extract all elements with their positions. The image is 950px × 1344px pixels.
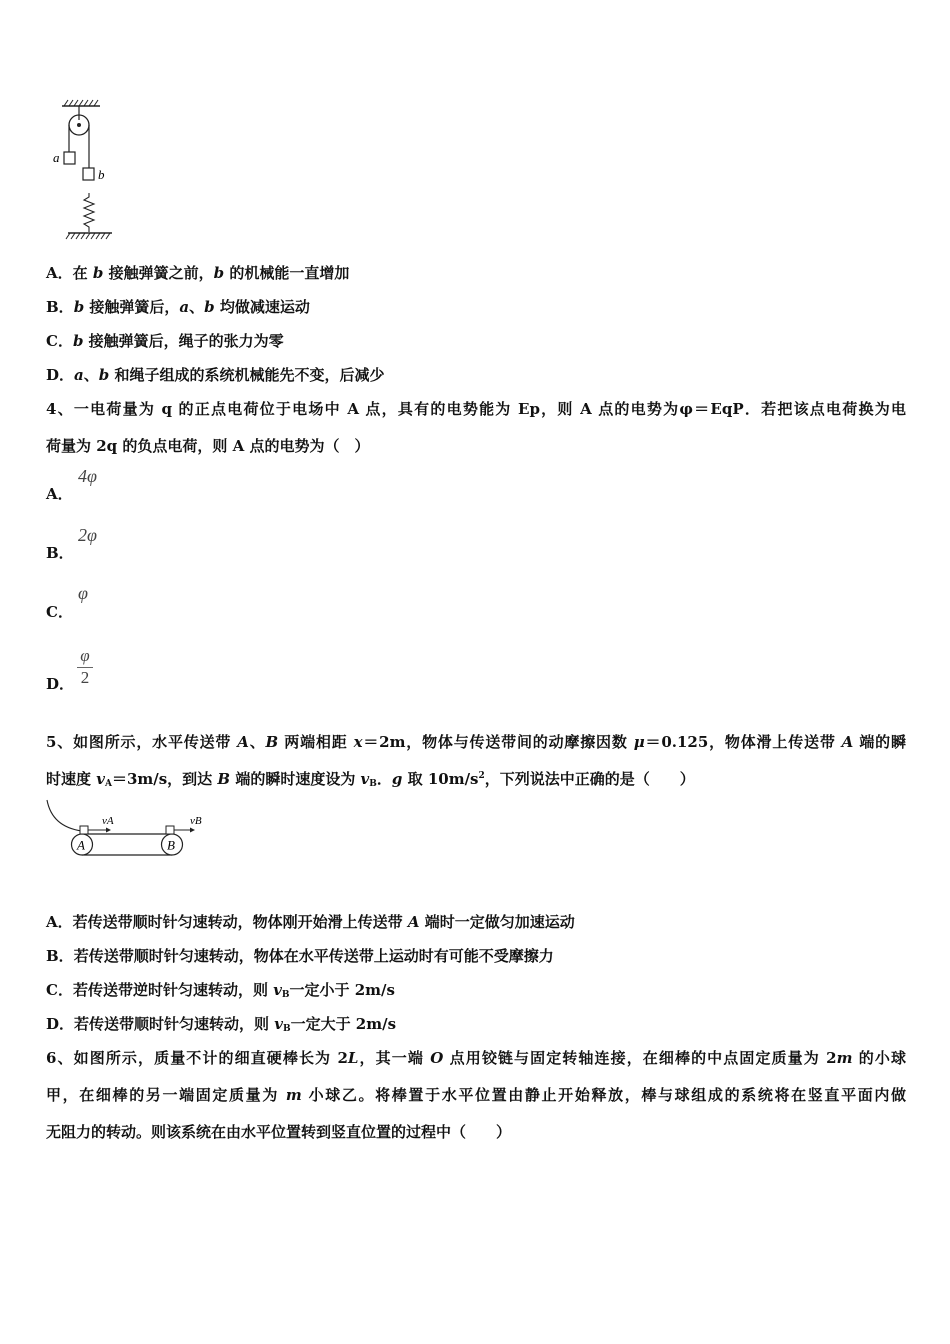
- q4-option-b-label: B．: [46, 544, 74, 562]
- q6-stem-line-3: 无阻力的转动。则该系统在由水平位置转到竖直位置的过程中（ ）: [46, 1123, 512, 1141]
- q5-option-d: D．若传送带顺时针匀速转动，则 $v_B$一定大于 2m/s: [46, 1015, 397, 1034]
- q4-option-d-label: D．: [46, 675, 75, 693]
- block-b-label: b: [98, 167, 105, 182]
- q4-option-c-value: φ: [78, 583, 88, 603]
- q6-stem-line-1: 6、如图所示，质量不计的细直硬棒长为 2L，其一端 O 点用铰链与固定转轴连接，在细棒的中点固定质量为 2m 的小球: [46, 1049, 906, 1067]
- va-label: vA: [102, 815, 114, 827]
- q4-option-a-label: A．: [46, 485, 73, 503]
- q4-option-c-label: C．: [46, 603, 73, 621]
- vb-label: vB: [190, 815, 202, 827]
- q5-stem-line-2: 时速度 $v_A=3m/s$，到达 B 端的瞬时速度设为 $v_B$．g 取 $10m/s^2$，下列说法中正确的是（ ）: [46, 770, 695, 789]
- q4-option-d-fraction: φ 2: [76, 646, 94, 688]
- q4-stem-line-2: 荷量为 2q 的负点电荷，则 A 点的电势为（ ）: [46, 437, 370, 455]
- q6-stem-line-2: 甲，在细棒的另一端固定质量为 m 小球乙。将棒置于水平位置由静止开始释放，棒与球组成的系统将在竖直平面内做: [46, 1086, 906, 1104]
- q3-option-b: B．b 接触弹簧后，a、b 均做减速运动: [46, 298, 310, 316]
- q3-option-c: C．b 接触弹簧后，绳子的张力为零: [46, 332, 284, 350]
- block-a-label: a: [53, 150, 60, 165]
- pulley-a-label: A: [77, 837, 85, 853]
- q4-stem-line-1: 4、一电荷量为 q 的正点电荷位于电场中 A 点，具有的电势能为 Ep，则 A 点的电势为φ＝EqP．若把该点电荷换为电: [46, 400, 906, 418]
- q4-option-a-value: 4φ: [78, 466, 97, 486]
- q3-option-d: D．a、b 和绳子组成的系统机械能先不变，后减少: [46, 366, 385, 384]
- q5-option-c: C．若传送带逆时针匀速转动，则 $v_B$一定小于 2m/s: [46, 981, 395, 1000]
- q5-stem-line-1: 5、如图所示，水平传送带 A、B 两端相距 x＝2m，物体与传送带间的动摩擦因数 μ＝0.125，物体滑上传送带 A 端的瞬: [46, 733, 906, 751]
- q3-option-a: A．在 b 接触弹簧之前，b 的机械能一直增加: [46, 264, 350, 282]
- q5-option-b: B．若传送带顺时针匀速转动，物体在水平传送带上运动时有可能不受摩擦力: [46, 947, 554, 965]
- conveyor-belt-figure: [44, 798, 219, 862]
- pulley-spring-figure: [50, 96, 120, 242]
- pulley-b-label: B: [167, 837, 175, 853]
- q5-option-a: A．若传送带顺时针匀速转动，物体刚开始滑上传送带 A 端时一定做匀加速运动: [46, 913, 575, 931]
- q4-option-b-value: 2φ: [78, 525, 97, 545]
